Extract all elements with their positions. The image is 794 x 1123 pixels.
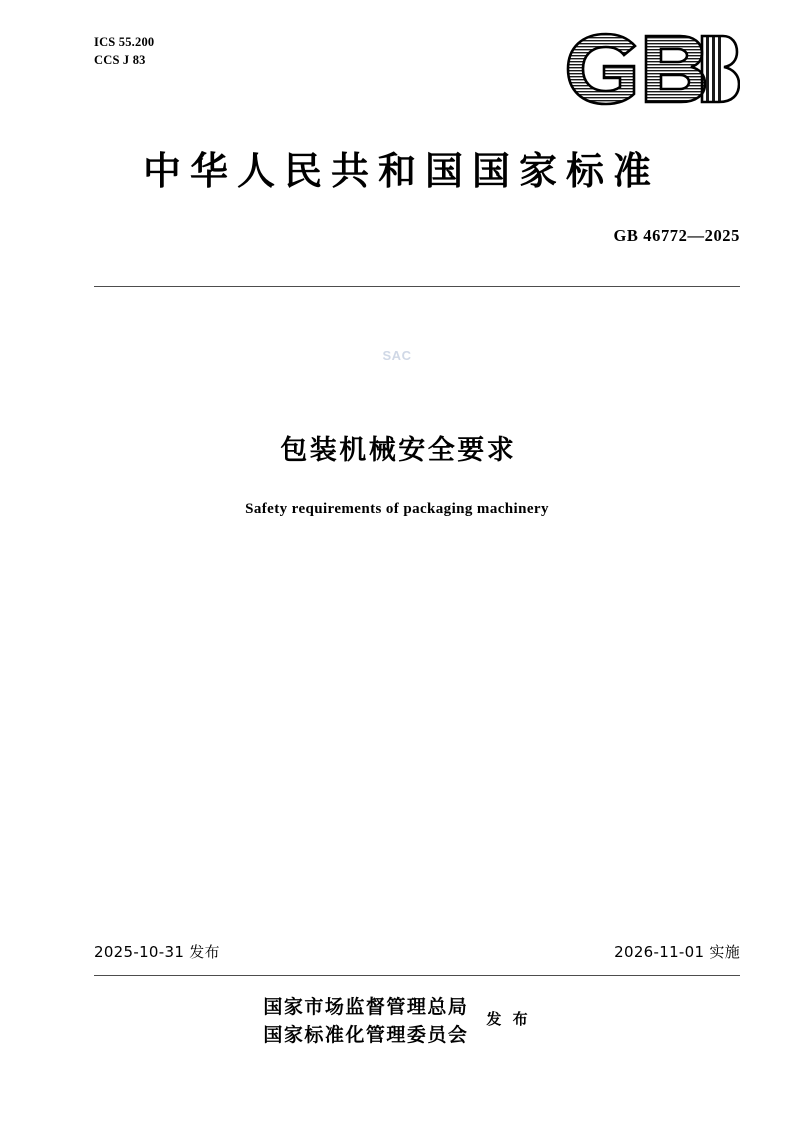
ccs-code: CCS J 83 — [94, 53, 146, 68]
ics-code: ICS 55.200 — [94, 35, 155, 49]
sac-watermark: SAC — [382, 348, 412, 363]
national-standard-title: 中华人民共和国国家标准 — [142, 148, 660, 193]
standard-number: GB 46772—2025 — [613, 226, 740, 245]
issuer-line-2: 国家标准化管理委员会 — [263, 1023, 469, 1046]
issue-date: 2025-10-31 发布 — [94, 943, 220, 961]
issuing-authorities — [0, 994, 794, 1049]
effective-date: 2026-11-01 实施 — [614, 943, 740, 961]
divider-top — [94, 286, 740, 287]
document-title-english: Safety requirements of packaging machinery — [245, 501, 549, 517]
issuer-line-1: 国家市场监督管理总局 — [263, 996, 469, 1018]
issue-verb: 发 布 — [486, 1010, 531, 1028]
issuer-names — [263, 994, 468, 1049]
document-title-chinese: 包装机械安全要求 — [280, 435, 517, 466]
gb-emblem-icon — [560, 28, 740, 110]
divider-bottom — [94, 975, 740, 976]
classification-codes — [94, 33, 154, 69]
